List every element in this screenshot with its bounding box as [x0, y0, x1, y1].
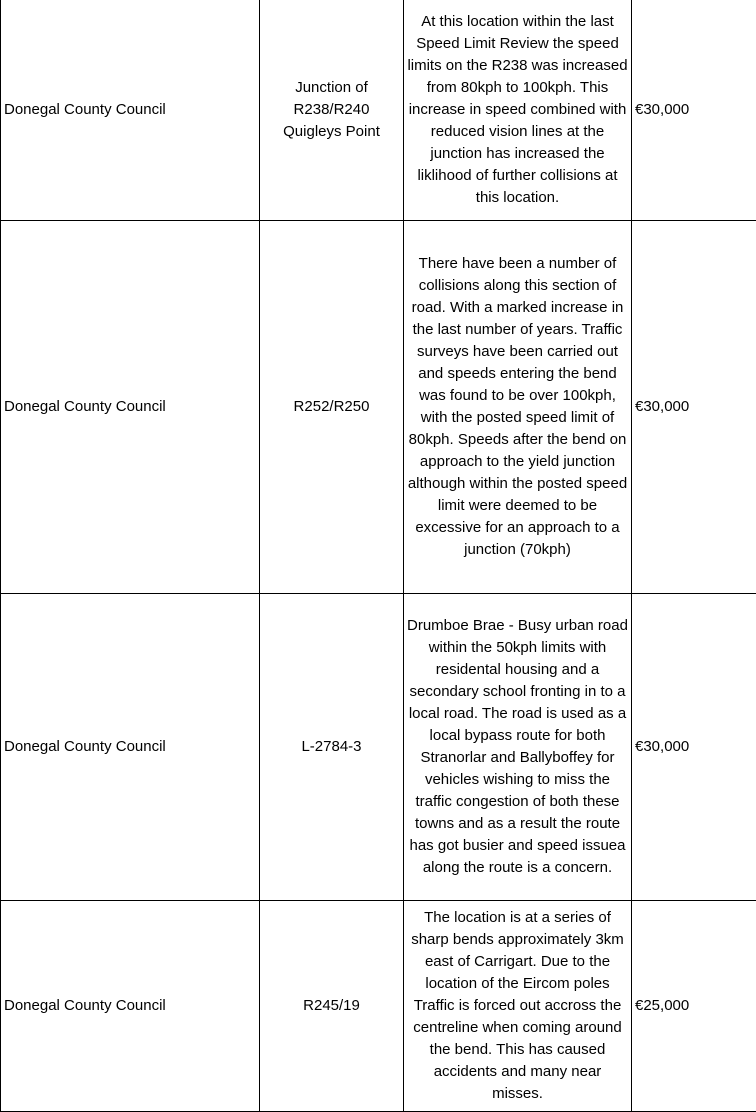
cost-cell: €25,000	[632, 901, 756, 1112]
cost-cell: €30,000	[632, 0, 756, 221]
organisation-cell: Donegal County Council	[1, 594, 260, 901]
description-cell: There have been a number of collisions along this section of road. With a marked increase in the last number of years. Traffic surveys have been carried out and speeds entering the bend was found to be over 100kph, with the posted speed limit of 80kph. Speeds after the bend on approach to the yield junction although within the posted speed limit were deemed to be excessive for an approach to a junction (70kph)	[404, 221, 632, 594]
organisation-cell: Donegal County Council	[1, 221, 260, 594]
organisation-cell: Donegal County Council	[1, 0, 260, 221]
table-row	[1, 901, 756, 1112]
table-row	[1, 0, 756, 221]
location-cell: Junction of R238/R240 Quigleys Point	[260, 0, 404, 221]
location-cell: L-2784-3	[260, 594, 404, 901]
description-cell: Drumboe Brae - Busy urban road within the 50kph limits with residental housing and a secondary school fronting in to a local road. The road is used as a local bypass route for both Stranorlar and Ballyboffey for vehicles wishing to miss the traffic congestion of both these towns and as a result the route has got busier and speed issuea along the route is a concern.	[404, 594, 632, 901]
cost-cell: €30,000	[632, 221, 756, 594]
table-row	[1, 594, 756, 901]
description-cell: At this location within the last Speed Limit Review the speed limits on the R238 was increased from 80kph to 100kph. This increase in speed combined with reduced vision lines at the junction has increased the liklihood of further collisions at this location.	[404, 0, 632, 221]
table-row	[1, 221, 756, 594]
description-cell: The location is at a series of sharp bends approximately 3km east of Carrigart. Due to the location of the Eircom poles Traffic is forced out accross the centreline when coming around the bend. This has caused accidents and many near misses.	[404, 901, 632, 1112]
location-cell: R252/R250	[260, 221, 404, 594]
cost-cell: €30,000	[632, 594, 756, 901]
organisation-cell: Donegal County Council	[1, 901, 260, 1112]
location-cell: R245/19	[260, 901, 404, 1112]
